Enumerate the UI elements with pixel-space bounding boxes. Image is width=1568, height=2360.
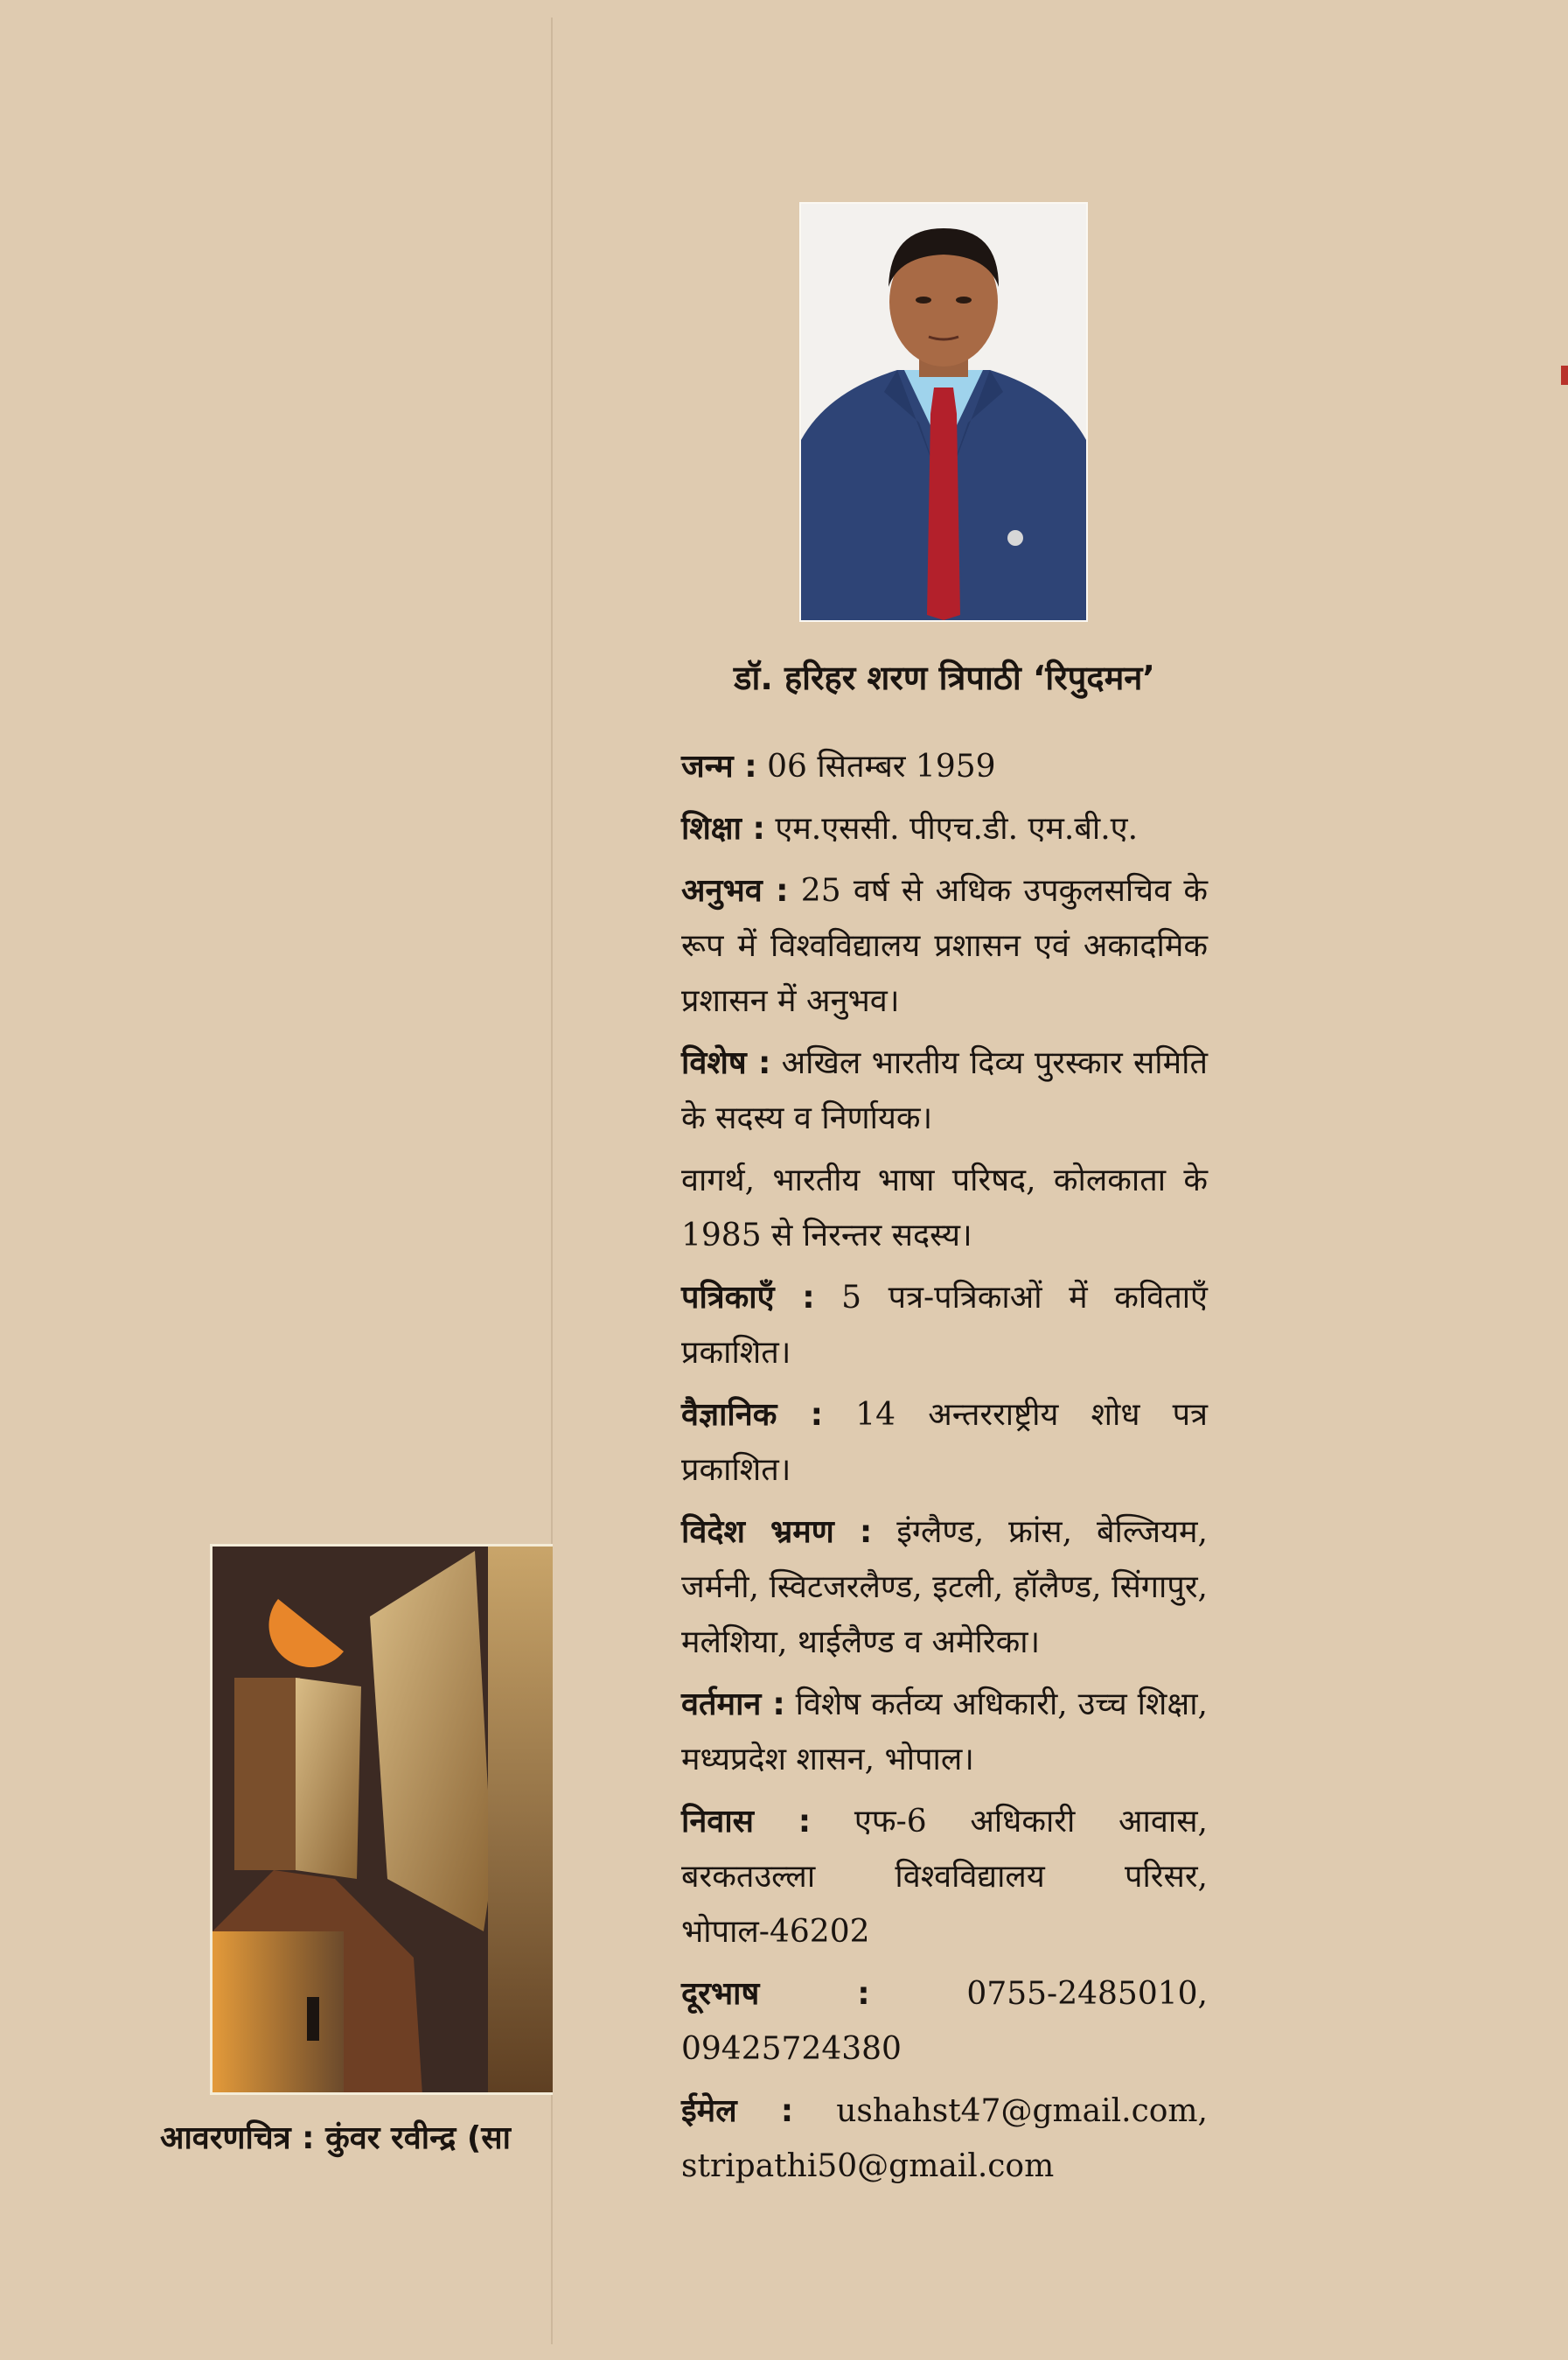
bio-label: अनुभव :: [681, 873, 789, 909]
bio-label: ईमेल :: [681, 2093, 794, 2129]
bio-text: 06 सितम्बर 1959: [767, 749, 996, 785]
bio-label: शिक्षा :: [681, 811, 765, 847]
bio-text: अखिल भारतीय दिव्य पुरस्कार समिति के सदस्य व निर्णायक।: [681, 1045, 1209, 1136]
bio-entry-birth: [681, 739, 1208, 794]
bio-text: ushahst47@gmail.com, stripathi50@gmail.com: [681, 2093, 1208, 2184]
bio-label: वैज्ञानिक :: [681, 1397, 824, 1433]
bio-text: एम.एससी. पीएच.डी. एम.बी.ए.: [775, 811, 1139, 847]
bio-label: दूरभाष :: [681, 1976, 870, 2012]
bio-label: निवास :: [681, 1804, 812, 1840]
bio-label: पत्रिकाएँ :: [681, 1280, 815, 1316]
author-name: डॉ. हरिहर शरण त्रिपाठी ‘रिपुदमन’: [734, 659, 1155, 697]
author-portrait-icon: [801, 204, 1086, 620]
bio-entry-special: [681, 1036, 1208, 1146]
cover-art-caption: आवरणचित्र : कुंवर रवीन्द्र (सा: [160, 2120, 511, 2156]
bio-label: विशेष :: [681, 1045, 771, 1081]
bio-entry-education: [681, 801, 1208, 856]
bio-text: 5 पत्र-पत्रिकाओं में कविताएँ प्रकाशित।: [681, 1280, 1208, 1371]
bio-text: एफ-6 अधिकारी आवास, बरकतउल्ला विश्वविद्यालय परिसर, भोपाल-46202: [681, 1804, 1208, 1950]
front-cover-edge: [1561, 366, 1568, 385]
bio-entry-scientific: [681, 1387, 1208, 1498]
bio-entry-current: [681, 1677, 1208, 1787]
bio-text: इंग्लैण्ड, फ्रांस, बेल्जियम, जर्मनी, स्विटजरलैण्ड, इटली, हॉलैण्ड, सिंगापुर, मलेशिया, थाईलैण्ड व अमेरिका।: [681, 1514, 1208, 1660]
bio-text: विशेष कर्तव्य अधिकारी, उच्च शिक्षा, मध्यप्रदेश शासन, भोपाल।: [681, 1686, 1208, 1777]
author-bio: [681, 739, 1208, 2201]
bio-label: जन्म :: [681, 749, 757, 785]
bio-text: 25 वर्ष से अधिक उपकुलसचिव के रूप में विश्वविद्यालय प्रशासन एवं अकादमिक प्रशासन में अनुभव।: [681, 873, 1208, 1019]
bio-text: वागर्थ, भारतीय भाषा परिषद, कोलकाता के 1985 से निरन्तर सदस्य।: [681, 1163, 1208, 1253]
bio-entry-experience: [681, 863, 1208, 1029]
bio-label: विदेश भ्रमण :: [681, 1514, 873, 1550]
bio-text: 14 अन्तरराष्ट्रीय शोध पत्र प्रकाशित।: [681, 1397, 1208, 1488]
author-photo: [799, 202, 1088, 622]
cover-artwork: [210, 1544, 553, 2095]
bio-entry-travel: [681, 1505, 1208, 1670]
bio-entry-vagarth: [681, 1153, 1208, 1263]
bio-entry-magazines: [681, 1270, 1208, 1380]
bio-text: 0755-2485010, 09425724380: [681, 1976, 1208, 2067]
bio-entry-phone: [681, 1966, 1208, 2077]
abstract-painting-icon: [213, 1547, 553, 2095]
bio-entry-email: [681, 2084, 1208, 2194]
bio-label: वर्तमान :: [681, 1686, 785, 1722]
bio-entry-residence: [681, 1794, 1208, 1959]
